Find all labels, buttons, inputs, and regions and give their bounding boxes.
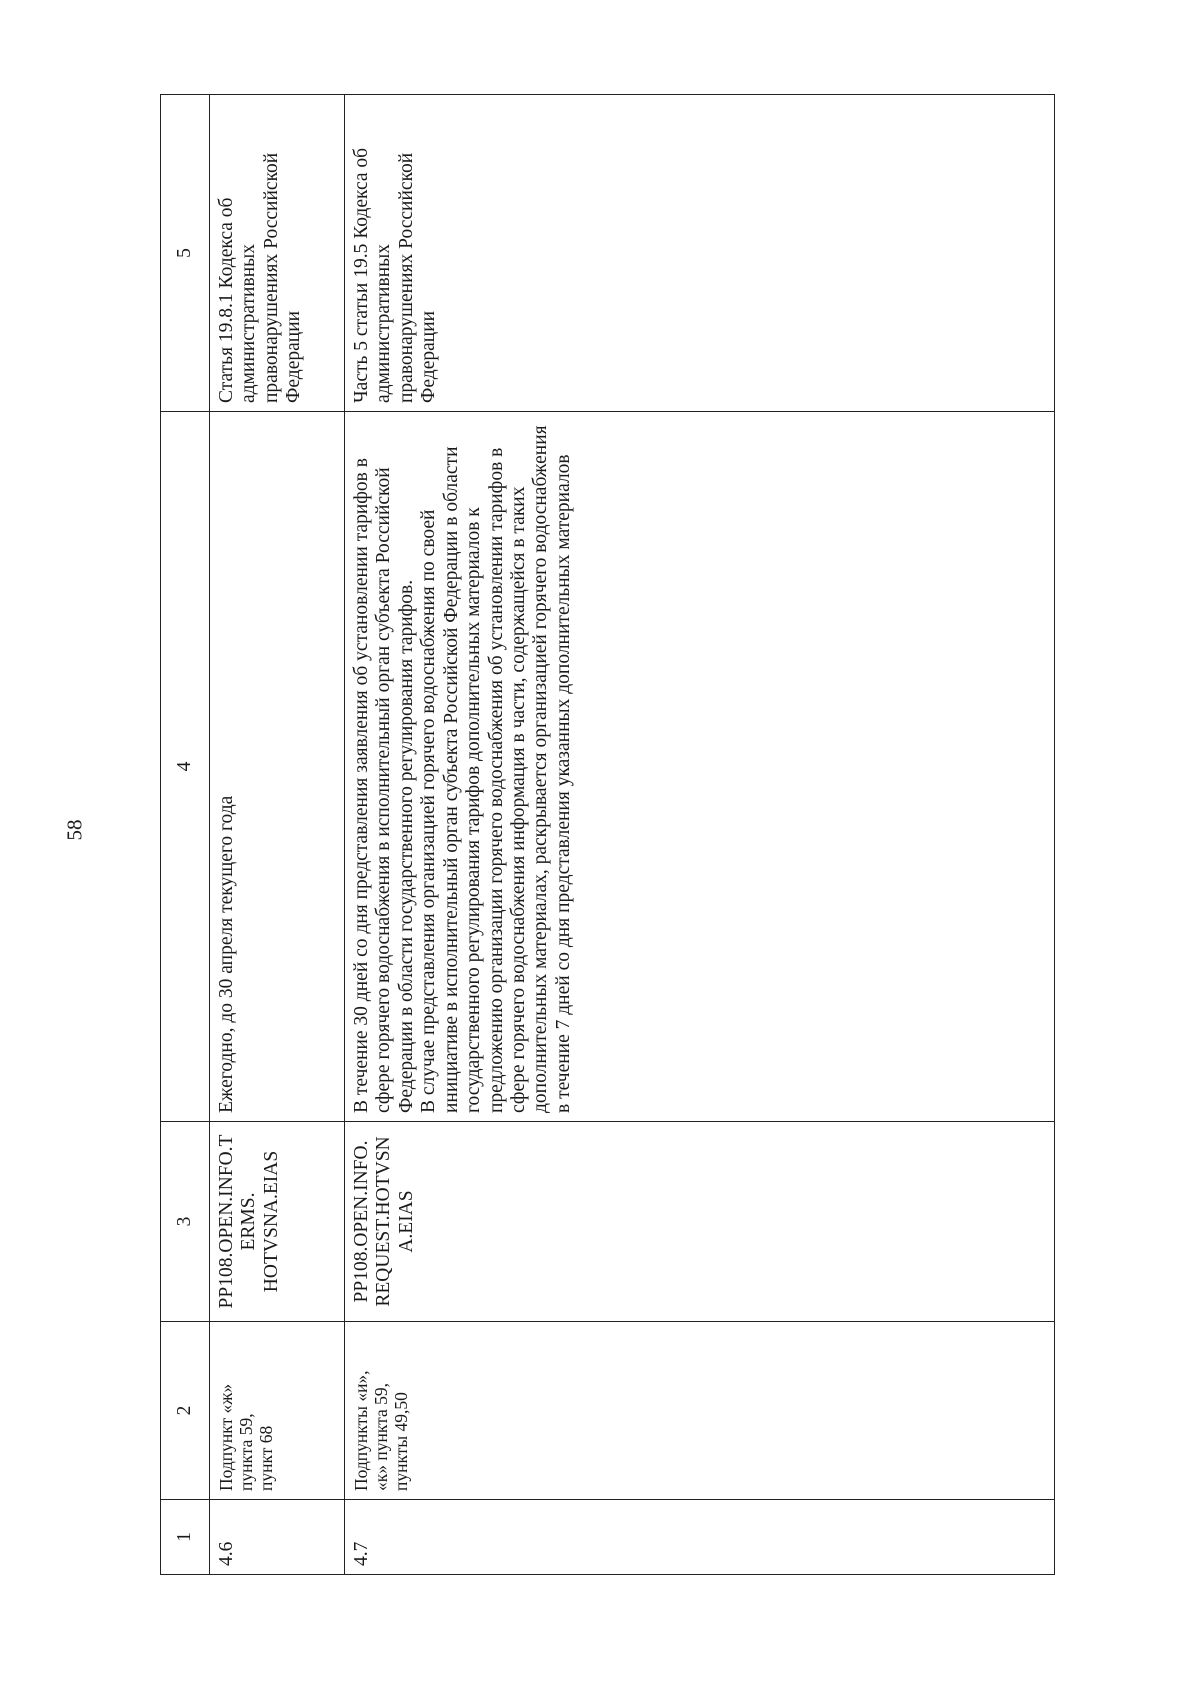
legal-reference: Подпункты «и», «к» пункта 59, пункты 49,50 bbox=[345, 1322, 1055, 1500]
column-header: 5 bbox=[161, 95, 210, 412]
liability-article: Статья 19.8.1 Кодекса об административных правонарушениях Российской Федерации bbox=[210, 95, 345, 412]
disclosure-term: Ежегодно, до 30 апреля текущего года bbox=[210, 412, 345, 1122]
row-number: 4.6 bbox=[210, 1500, 345, 1575]
table-row bbox=[345, 95, 1055, 1575]
liability-article: Часть 5 статьи 19.5 Кодекса об административных правонарушениях Российской Федерации bbox=[345, 95, 1055, 412]
row-number: 4.7 bbox=[345, 1500, 1055, 1575]
obligations-table bbox=[160, 94, 1055, 1575]
rotated-table-wrapper bbox=[160, 95, 1055, 1575]
page-number: 58 bbox=[62, 819, 87, 841]
form-code: PP108.OPEN.INFO.TERMS. HOTVSNA.EIAS bbox=[210, 1122, 345, 1322]
disclosure-term: В течение 30 дней со дня представления заявления об установлении тарифов в сфере горячего водоснабжения в исполнительный орган субъекта Российской Федерации в области государственного регулирования тарифов. В случае представления организацией горячего водоснабжения по своей инициативе в исполнительный орган субъекта Российской Федерации в области государственного регулирования тарифов дополнительных материалов к предложению организации горячего водоснабжения об установлении тарифов в сфере горячего водоснабжения информация в части, содержащейся в таких дополнительных материалах, раскрывается организацией горячего водоснабжения в течение 7 дней со дня представления указанных дополнительных материалов bbox=[345, 412, 1055, 1122]
table-row bbox=[210, 95, 345, 1575]
form-code: PP108.OPEN.INFO. REQUEST.HOTVSNA.EIAS bbox=[345, 1122, 1055, 1322]
table-header-row bbox=[161, 95, 210, 1575]
column-header: 3 bbox=[161, 1122, 210, 1322]
legal-reference: Подпункт «ж» пункта 59, пункт 68 bbox=[210, 1322, 345, 1500]
column-header: 2 bbox=[161, 1322, 210, 1500]
column-header: 1 bbox=[161, 1500, 210, 1575]
column-header: 4 bbox=[161, 412, 210, 1122]
